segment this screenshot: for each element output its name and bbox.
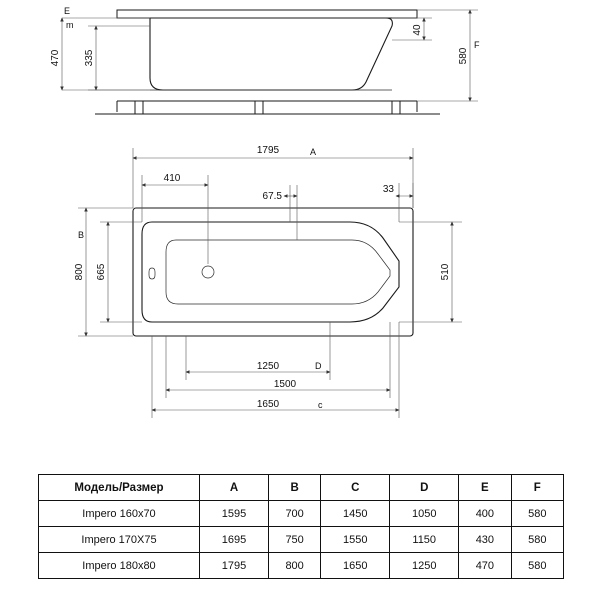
cell-c: 1450 [321, 501, 390, 527]
cell-f: 580 [511, 553, 563, 579]
letter-D: D [315, 361, 322, 371]
letter-E: E [64, 6, 71, 16]
cell-c: 1550 [321, 527, 390, 553]
top-view-geometry [133, 208, 413, 336]
cell-f: 580 [511, 527, 563, 553]
dim-side-40: 40 [412, 24, 423, 36]
cell-e: 430 [459, 527, 511, 553]
dim-top-800: 800 [74, 263, 85, 281]
cell-d: 1150 [390, 527, 459, 553]
cell-d: 1250 [390, 553, 459, 579]
dim-top-33: 33 [382, 184, 394, 195]
dim-side-470: 470 [50, 49, 61, 67]
cell-e: 470 [459, 553, 511, 579]
letter-F: F [474, 40, 480, 50]
cell-model: Impero 180x80 [39, 553, 200, 579]
specification-table [38, 474, 564, 579]
cell-a: 1795 [200, 553, 269, 579]
table-header-a: A [200, 475, 269, 501]
letter-A: A [310, 147, 317, 157]
table-row [39, 553, 564, 579]
table-header-e: E [459, 475, 511, 501]
dim-top-1795: 1795 [256, 145, 280, 156]
cell-e: 400 [459, 501, 511, 527]
dim-top-67-5: 67.5 [262, 191, 282, 202]
dim-side-470-unit: m [66, 20, 74, 30]
side-view-geometry [95, 10, 440, 114]
table-header-f: F [511, 475, 563, 501]
table-header-b: B [268, 475, 320, 501]
cell-a: 1695 [200, 527, 269, 553]
cell-f: 580 [511, 501, 563, 527]
dim-side-335: 335 [84, 49, 95, 67]
dim-side-580: 580 [458, 47, 469, 65]
dim-top-1500: 1500 [273, 379, 297, 390]
letter-B: B [78, 230, 85, 240]
cell-model: Impero 170X75 [39, 527, 200, 553]
table-header-d: D [390, 475, 459, 501]
dim-top-510: 510 [440, 263, 451, 281]
dim-top-410: 410 [163, 173, 181, 184]
table-row [39, 527, 564, 553]
cell-b: 700 [268, 501, 320, 527]
table-row [39, 501, 564, 527]
letter-C: c [318, 400, 323, 410]
cell-c: 1650 [321, 553, 390, 579]
cell-a: 1595 [200, 501, 269, 527]
dim-top-1650: 1650 [256, 399, 280, 410]
table-header-model: Модель/Размер [39, 475, 200, 501]
cell-d: 1050 [390, 501, 459, 527]
table-header-row [39, 475, 564, 501]
cell-b: 750 [268, 527, 320, 553]
cell-b: 800 [268, 553, 320, 579]
cell-model: Impero 160x70 [39, 501, 200, 527]
dim-top-1250: 1250 [256, 361, 280, 372]
dim-top-665: 665 [96, 263, 107, 281]
table-header-c: C [321, 475, 390, 501]
